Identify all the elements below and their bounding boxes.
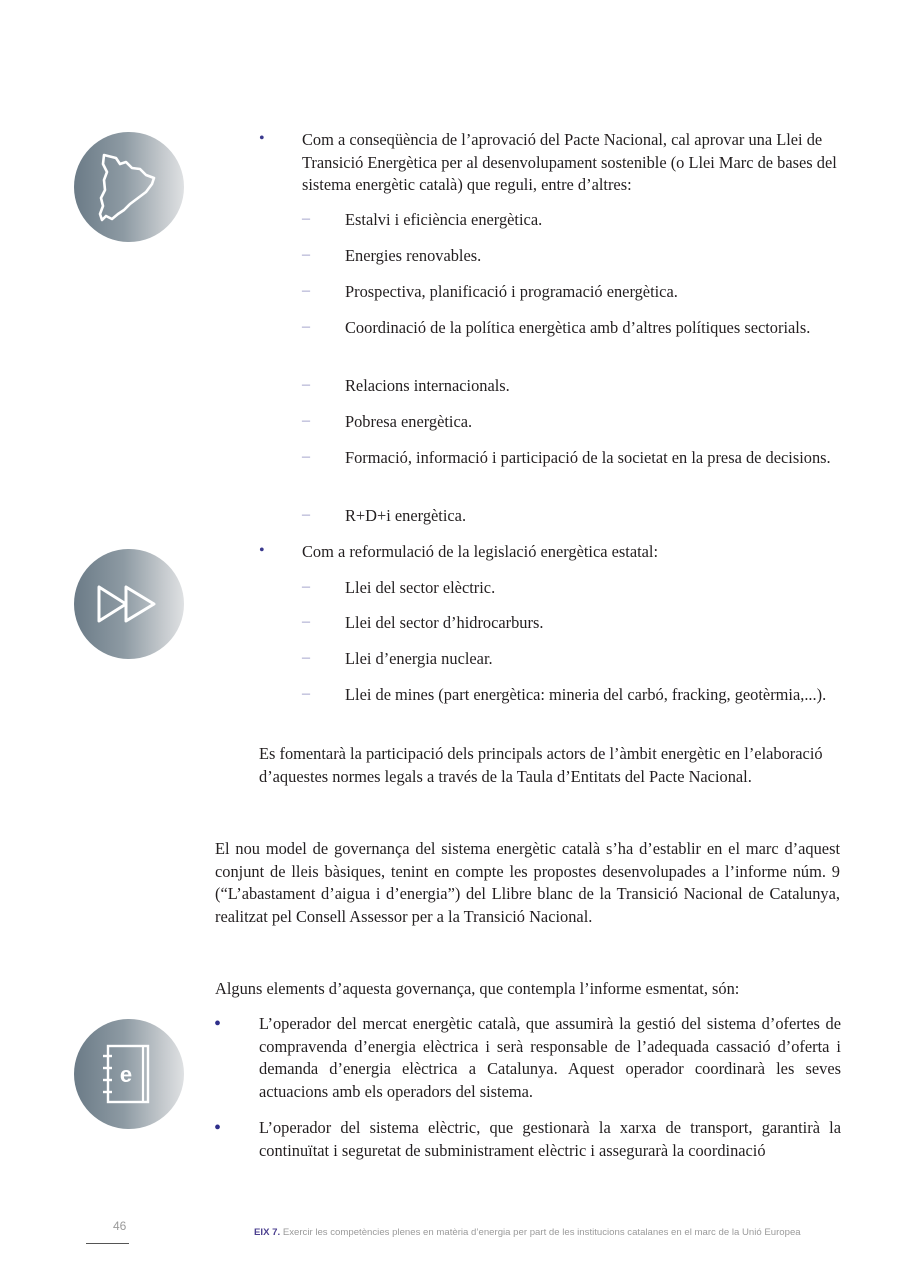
sub-list-item: Llei del sector elèctric. <box>345 578 496 597</box>
footer-running-title <box>254 1227 801 1238</box>
sub-list-item: Coordinació de la política energètica amb d’altres polítiques sectorials. <box>345 318 811 337</box>
sub-list-item: Llei de mines (part energètica: mineria del carbó, fracking, geotèrmia,...). <box>345 685 827 704</box>
list-bullet: • <box>214 1117 222 1139</box>
closing-paragraph: Es fomentarà la participació dels principals actors de l’àmbit energètic en l’elaboració d’aquestes normes legals a través de la Taula d’Entitats del Pacte Nacional. <box>259 744 823 786</box>
svg-text:e: e <box>119 1062 133 1087</box>
sub-list-item: Pobresa energètica. <box>345 412 473 431</box>
catalonia-map-icon <box>74 132 184 242</box>
list-item-text: Com a reformulació de la legislació energètica estatal: <box>302 542 659 561</box>
list-dash: – <box>302 246 310 263</box>
footer-axis-label: EIX 7. <box>254 1227 281 1238</box>
list-bullet: • <box>214 1013 222 1035</box>
list-dash: – <box>302 613 310 630</box>
sub-list-item: Prospectiva, planificació i programació energètica. <box>345 282 678 301</box>
sub-list-item: Llei del sector d’hidrocarburs. <box>345 613 544 632</box>
list-dash: – <box>302 376 310 393</box>
sub-list-item: R+D+i energètica. <box>345 506 467 525</box>
list-dash: – <box>302 649 310 666</box>
list-dash: – <box>302 685 310 702</box>
list-bullet: • <box>259 542 265 559</box>
fast-forward-icon <box>74 549 184 659</box>
body-paragraph: Alguns elements d’aquesta governança, que contempla l’informe esmentat, són: <box>215 979 740 998</box>
page-number: 46 <box>113 1219 127 1233</box>
footer-divider <box>86 1243 129 1244</box>
list-dash: – <box>302 282 310 299</box>
list-item-text: L’operador del mercat energètic català, que assumirà la gestió del sistema d’ofertes de compravenda d’energia elèctrica i serà responsable de l’adequada cassació d’oferta i demanda d’energia elèctrica a Catalunya. Aquest operador coordinarà les seves actuacions amb els operadors del sistema. <box>259 1014 841 1101</box>
list-dash: – <box>302 506 310 523</box>
sub-list-item: Llei d’energia nuclear. <box>345 649 493 668</box>
list-dash: – <box>302 412 310 429</box>
sub-list-item: Formació, informació i participació de la societat en la presa de decisions. <box>345 448 831 467</box>
sub-list-item: Energies renovables. <box>345 246 482 265</box>
body-paragraph: El nou model de governança del sistema energètic català s’ha d’establir en el marc d’aquest conjunt de lleis bàsiques, tenint en compte les propostes desenvolupades a l’informe núm. 9 (“L’abastament d’aigua i d’energia”) del Llibre blanc de la Transició Nacional de Catalunya, realitzat pel Consell Assessor per a la Transició Nacional. <box>215 839 840 926</box>
list-item-text: Com a conseqüència de l’aprovació del Pacte Nacional, cal aprovar una Llei de Transició Energètica per al desenvolupament sostenible (o Llei Marc de bases del sistema energètic català) que reguli, entre d’altres: <box>302 130 837 194</box>
list-item-text: L’operador del sistema elèctric, que gestionarà la xarxa de transport, garantirà la continuïtat i seguretat de subministrament elèctric i assegurarà la coordinació <box>259 1118 841 1160</box>
list-dash: – <box>302 210 310 227</box>
list-dash: – <box>302 448 310 465</box>
list-dash: – <box>302 318 310 335</box>
list-dash: – <box>302 578 310 595</box>
sub-list-item: Relacions internacionals. <box>345 376 510 395</box>
list-bullet: • <box>259 130 265 147</box>
e-notebook-icon <box>74 1019 184 1129</box>
footer-title: Exercir les competències plenes en matèria d’energia per part de les institucions catalanes en el marc de la Unió Europea <box>282 1227 801 1238</box>
sub-list-item: Estalvi i eficiència energètica. <box>345 210 543 229</box>
